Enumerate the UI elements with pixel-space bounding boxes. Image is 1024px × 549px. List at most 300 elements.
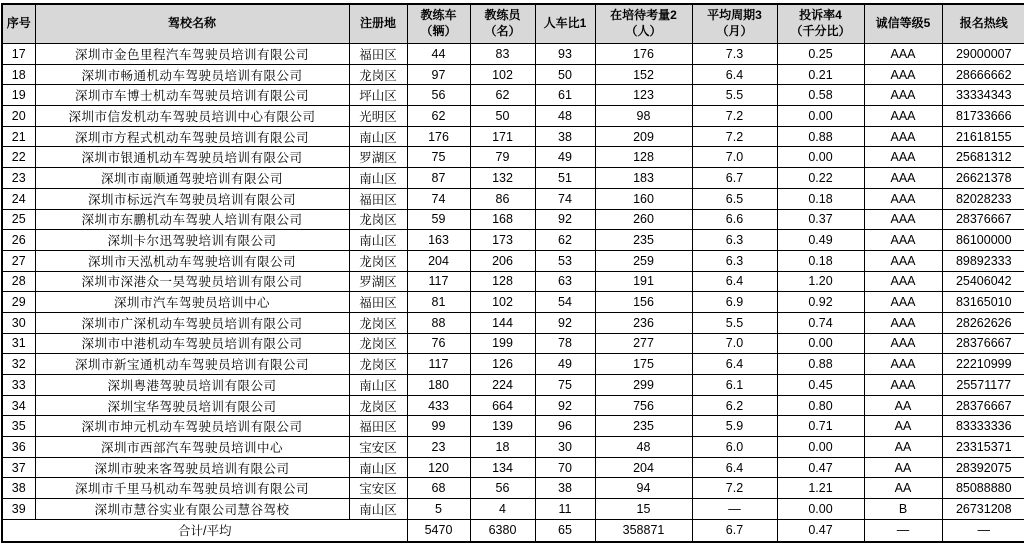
cell-vehicles: 88 xyxy=(407,312,470,333)
cell-complaint: 0.25 xyxy=(777,44,864,65)
cell-name: 深圳市广深机动车驾驶员培训有限公司 xyxy=(35,312,349,333)
cell-grade: AAA xyxy=(864,312,942,333)
cell-district: 光明区 xyxy=(349,106,407,127)
column-header-label: 诚信等级5 xyxy=(875,16,931,31)
cell-hotline: 26621378 xyxy=(942,168,1024,189)
cell-district: 龙岗区 xyxy=(349,354,407,375)
cell-pending: 160 xyxy=(595,188,692,209)
table-row xyxy=(2,271,1024,292)
total-pending: 358871 xyxy=(595,519,692,542)
cell-complaint: 0.22 xyxy=(777,168,864,189)
cell-no: 29 xyxy=(2,292,35,313)
table-row xyxy=(2,333,1024,354)
cell-ratio: 49 xyxy=(535,147,595,168)
cell-instructors: 134 xyxy=(470,457,535,478)
cell-pending: 260 xyxy=(595,209,692,230)
cell-cycle: 6.3 xyxy=(692,250,777,271)
cell-grade: AA xyxy=(864,437,942,458)
cell-cycle: 6.3 xyxy=(692,230,777,251)
cell-instructors: 168 xyxy=(470,209,535,230)
cell-no: 34 xyxy=(2,395,35,416)
column-header-label: 序号 xyxy=(6,16,31,31)
cell-complaint: 0.00 xyxy=(777,437,864,458)
table-total-row xyxy=(2,519,1024,542)
cell-district: 龙岗区 xyxy=(349,64,407,85)
cell-complaint: 1.20 xyxy=(777,271,864,292)
cell-vehicles: 117 xyxy=(407,354,470,375)
cell-district: 罗湖区 xyxy=(349,147,407,168)
cell-pending: 175 xyxy=(595,354,692,375)
column-header-grade xyxy=(864,4,942,44)
cell-vehicles: 56 xyxy=(407,85,470,106)
cell-vehicles: 68 xyxy=(407,478,470,499)
total-hotline: — xyxy=(942,519,1024,542)
cell-pending: 156 xyxy=(595,292,692,313)
cell-complaint: 0.74 xyxy=(777,312,864,333)
table-header-row xyxy=(2,4,1024,44)
cell-instructors: 224 xyxy=(470,375,535,396)
table-row xyxy=(2,375,1024,396)
cell-cycle: 7.2 xyxy=(692,106,777,127)
table-row xyxy=(2,312,1024,333)
cell-pending: 183 xyxy=(595,168,692,189)
total-label: 合计/平均 xyxy=(2,519,407,542)
cell-hotline: 81733666 xyxy=(942,106,1024,127)
cell-cycle: 6.6 xyxy=(692,209,777,230)
cell-grade: AA xyxy=(864,478,942,499)
cell-name: 深圳市千里马机动车驾驶员培训有限公司 xyxy=(35,478,349,499)
cell-instructors: 199 xyxy=(470,333,535,354)
cell-pending: 299 xyxy=(595,375,692,396)
cell-district: 龙岗区 xyxy=(349,250,407,271)
cell-district: 福田区 xyxy=(349,44,407,65)
cell-pending: 204 xyxy=(595,457,692,478)
cell-hotline: 28392075 xyxy=(942,457,1024,478)
cell-ratio: 30 xyxy=(535,437,595,458)
cell-cycle: 7.0 xyxy=(692,333,777,354)
cell-hotline: 25681312 xyxy=(942,147,1024,168)
cell-ratio: 38 xyxy=(535,126,595,147)
cell-complaint: 1.21 xyxy=(777,478,864,499)
cell-pending: 128 xyxy=(595,147,692,168)
table-row xyxy=(2,44,1024,65)
cell-grade: AAA xyxy=(864,354,942,375)
table-row xyxy=(2,64,1024,85)
cell-ratio: 92 xyxy=(535,312,595,333)
cell-grade: AAA xyxy=(864,209,942,230)
cell-name: 深圳市中港机动车驾驶员培训有限公司 xyxy=(35,333,349,354)
cell-hotline: 28262626 xyxy=(942,312,1024,333)
cell-ratio: 75 xyxy=(535,375,595,396)
cell-instructors: 18 xyxy=(470,437,535,458)
column-header-no xyxy=(2,4,35,44)
cell-complaint: 0.00 xyxy=(777,333,864,354)
cell-district: 罗湖区 xyxy=(349,271,407,292)
cell-no: 39 xyxy=(2,499,35,520)
column-header-label: 注册地 xyxy=(359,16,396,31)
cell-name: 深圳市深港众一昊驾驶员培训有限公司 xyxy=(35,271,349,292)
table-row xyxy=(2,230,1024,251)
cell-instructors: 132 xyxy=(470,168,535,189)
cell-hotline: 25406042 xyxy=(942,271,1024,292)
cell-district: 南山区 xyxy=(349,230,407,251)
cell-cycle: 5.5 xyxy=(692,312,777,333)
cell-no: 35 xyxy=(2,416,35,437)
cell-instructors: 171 xyxy=(470,126,535,147)
cell-no: 26 xyxy=(2,230,35,251)
cell-pending: 235 xyxy=(595,416,692,437)
column-header-unit: （辆） xyxy=(420,24,457,38)
cell-complaint: 0.80 xyxy=(777,395,864,416)
cell-hotline: 33334343 xyxy=(942,85,1024,106)
cell-grade: AAA xyxy=(864,64,942,85)
cell-district: 福田区 xyxy=(349,292,407,313)
cell-name: 深圳市方程式机动车驾驶员培训有限公司 xyxy=(35,126,349,147)
cell-cycle: 7.0 xyxy=(692,147,777,168)
cell-name: 深圳市坤元机动车驾驶员培训有限公司 xyxy=(35,416,349,437)
cell-hotline: 28376667 xyxy=(942,395,1024,416)
cell-pending: 209 xyxy=(595,126,692,147)
cell-no: 20 xyxy=(2,106,35,127)
cell-grade: AA xyxy=(864,416,942,437)
cell-hotline: 23315371 xyxy=(942,437,1024,458)
total-instructors: 6380 xyxy=(470,519,535,542)
cell-cycle: 5.9 xyxy=(692,416,777,437)
cell-ratio: 70 xyxy=(535,457,595,478)
cell-no: 18 xyxy=(2,64,35,85)
cell-complaint: 0.58 xyxy=(777,85,864,106)
cell-vehicles: 81 xyxy=(407,292,470,313)
cell-no: 37 xyxy=(2,457,35,478)
column-header-ratio xyxy=(535,4,595,44)
cell-complaint: 0.00 xyxy=(777,499,864,520)
cell-district: 南山区 xyxy=(349,126,407,147)
table-row xyxy=(2,126,1024,147)
cell-pending: 236 xyxy=(595,312,692,333)
cell-name: 深圳市东鹏机动车驾驶人培训有限公司 xyxy=(35,209,349,230)
cell-cycle: — xyxy=(692,499,777,520)
cell-instructors: 86 xyxy=(470,188,535,209)
cell-instructors: 4 xyxy=(470,499,535,520)
cell-complaint: 0.00 xyxy=(777,106,864,127)
cell-no: 27 xyxy=(2,250,35,271)
cell-grade: AAA xyxy=(864,375,942,396)
cell-grade: AAA xyxy=(864,44,942,65)
cell-ratio: 51 xyxy=(535,168,595,189)
cell-name: 深圳市畅通机动车驾驶员培训有限公司 xyxy=(35,64,349,85)
table-row xyxy=(2,478,1024,499)
driving-school-rating-table xyxy=(1,3,1024,543)
cell-district: 南山区 xyxy=(349,499,407,520)
cell-instructors: 50 xyxy=(470,106,535,127)
cell-cycle: 6.2 xyxy=(692,395,777,416)
cell-no: 32 xyxy=(2,354,35,375)
cell-pending: 48 xyxy=(595,437,692,458)
cell-name: 深圳市信发机动车驾驶员培训中心有限公司 xyxy=(35,106,349,127)
column-header-pending xyxy=(595,4,692,44)
cell-no: 36 xyxy=(2,437,35,458)
cell-instructors: 102 xyxy=(470,64,535,85)
cell-grade: B xyxy=(864,499,942,520)
table-row xyxy=(2,354,1024,375)
total-ratio: 65 xyxy=(535,519,595,542)
cell-grade: AA xyxy=(864,395,942,416)
cell-instructors: 102 xyxy=(470,292,535,313)
cell-cycle: 6.4 xyxy=(692,64,777,85)
cell-complaint: 0.21 xyxy=(777,64,864,85)
cell-district: 龙岗区 xyxy=(349,395,407,416)
table-row xyxy=(2,416,1024,437)
cell-complaint: 0.18 xyxy=(777,250,864,271)
column-header-unit: （名） xyxy=(484,24,521,38)
column-header-instructors xyxy=(470,4,535,44)
cell-ratio: 53 xyxy=(535,250,595,271)
cell-name: 深圳市新宝通机动车驾驶员培训有限公司 xyxy=(35,354,349,375)
cell-cycle: 6.5 xyxy=(692,188,777,209)
cell-hotline: 22210999 xyxy=(942,354,1024,375)
cell-no: 38 xyxy=(2,478,35,499)
cell-ratio: 92 xyxy=(535,209,595,230)
cell-pending: 277 xyxy=(595,333,692,354)
cell-vehicles: 76 xyxy=(407,333,470,354)
cell-name: 深圳市金色里程汽车驾驶员培训有限公司 xyxy=(35,44,349,65)
total-grade: — xyxy=(864,519,942,542)
cell-pending: 98 xyxy=(595,106,692,127)
cell-name: 深圳市慧谷实业有限公司慧谷驾校 xyxy=(35,499,349,520)
cell-instructors: 206 xyxy=(470,250,535,271)
cell-complaint: 0.00 xyxy=(777,147,864,168)
cell-vehicles: 62 xyxy=(407,106,470,127)
cell-cycle: 6.4 xyxy=(692,457,777,478)
cell-vehicles: 433 xyxy=(407,395,470,416)
cell-vehicles: 176 xyxy=(407,126,470,147)
column-header-label: 驾校名称 xyxy=(167,16,216,31)
cell-no: 19 xyxy=(2,85,35,106)
cell-pending: 152 xyxy=(595,64,692,85)
cell-ratio: 62 xyxy=(535,230,595,251)
cell-district: 龙岗区 xyxy=(349,333,407,354)
cell-ratio: 61 xyxy=(535,85,595,106)
cell-hotline: 28376667 xyxy=(942,333,1024,354)
cell-ratio: 49 xyxy=(535,354,595,375)
cell-name: 深圳市西部汽车驾驶员培训中心 xyxy=(35,437,349,458)
cell-complaint: 0.47 xyxy=(777,457,864,478)
table-row xyxy=(2,147,1024,168)
cell-hotline: 21618155 xyxy=(942,126,1024,147)
cell-ratio: 11 xyxy=(535,499,595,520)
cell-vehicles: 59 xyxy=(407,209,470,230)
cell-name: 深圳市南顺通驾驶培训有限公司 xyxy=(35,168,349,189)
cell-hotline: 29000007 xyxy=(942,44,1024,65)
cell-ratio: 92 xyxy=(535,395,595,416)
table-row xyxy=(2,395,1024,416)
cell-grade: AAA xyxy=(864,333,942,354)
cell-district: 龙岗区 xyxy=(349,209,407,230)
cell-name: 深圳市车博士机动车驾驶员培训有限公司 xyxy=(35,85,349,106)
cell-no: 23 xyxy=(2,168,35,189)
cell-complaint: 0.49 xyxy=(777,230,864,251)
table-row xyxy=(2,209,1024,230)
cell-vehicles: 204 xyxy=(407,250,470,271)
cell-cycle: 7.2 xyxy=(692,126,777,147)
cell-hotline: 82028233 xyxy=(942,188,1024,209)
cell-name: 深圳市驶来客驾驶员培训有限公司 xyxy=(35,457,349,478)
cell-name: 深圳市天泓机动车驾驶培训有限公司 xyxy=(35,250,349,271)
cell-instructors: 126 xyxy=(470,354,535,375)
cell-hotline: 83165010 xyxy=(942,292,1024,313)
cell-instructors: 664 xyxy=(470,395,535,416)
cell-no: 28 xyxy=(2,271,35,292)
cell-district: 宝安区 xyxy=(349,478,407,499)
cell-complaint: 0.92 xyxy=(777,292,864,313)
cell-grade: AAA xyxy=(864,250,942,271)
cell-instructors: 173 xyxy=(470,230,535,251)
cell-no: 33 xyxy=(2,375,35,396)
column-header-name xyxy=(35,4,349,44)
cell-hotline: 28666662 xyxy=(942,64,1024,85)
cell-no: 21 xyxy=(2,126,35,147)
cell-pending: 176 xyxy=(595,44,692,65)
cell-grade: AA xyxy=(864,457,942,478)
cell-name: 深圳粤港驾驶员培训有限公司 xyxy=(35,375,349,396)
cell-district: 宝安区 xyxy=(349,437,407,458)
cell-ratio: 96 xyxy=(535,416,595,437)
cell-district: 龙岗区 xyxy=(349,312,407,333)
cell-complaint: 0.71 xyxy=(777,416,864,437)
cell-ratio: 74 xyxy=(535,188,595,209)
cell-instructors: 144 xyxy=(470,312,535,333)
column-header-unit: （人） xyxy=(625,24,662,38)
cell-grade: AAA xyxy=(864,147,942,168)
cell-ratio: 48 xyxy=(535,106,595,127)
cell-instructors: 62 xyxy=(470,85,535,106)
cell-instructors: 139 xyxy=(470,416,535,437)
column-header-label: 人车比1 xyxy=(543,16,587,31)
cell-vehicles: 87 xyxy=(407,168,470,189)
column-header-label: 教练车 xyxy=(420,8,457,23)
cell-pending: 191 xyxy=(595,271,692,292)
table-row xyxy=(2,85,1024,106)
cell-grade: AAA xyxy=(864,106,942,127)
cell-district: 南山区 xyxy=(349,375,407,396)
cell-no: 31 xyxy=(2,333,35,354)
table-row xyxy=(2,499,1024,520)
cell-vehicles: 5 xyxy=(407,499,470,520)
cell-district: 福田区 xyxy=(349,416,407,437)
cell-vehicles: 120 xyxy=(407,457,470,478)
cell-instructors: 83 xyxy=(470,44,535,65)
cell-hotline: 89892333 xyxy=(942,250,1024,271)
cell-cycle: 7.3 xyxy=(692,44,777,65)
cell-vehicles: 117 xyxy=(407,271,470,292)
column-header-cycle xyxy=(692,4,777,44)
cell-hotline: 86100000 xyxy=(942,230,1024,251)
cell-vehicles: 180 xyxy=(407,375,470,396)
cell-cycle: 6.4 xyxy=(692,271,777,292)
cell-name: 深圳市标远汽车驾驶员培训有限公司 xyxy=(35,188,349,209)
column-header-label: 报名热线 xyxy=(959,16,1008,31)
table-row xyxy=(2,188,1024,209)
column-header-district xyxy=(349,4,407,44)
cell-hotline: 26731208 xyxy=(942,499,1024,520)
cell-district: 坪山区 xyxy=(349,85,407,106)
cell-grade: AAA xyxy=(864,85,942,106)
cell-grade: AAA xyxy=(864,292,942,313)
cell-vehicles: 75 xyxy=(407,147,470,168)
cell-hotline: 85088880 xyxy=(942,478,1024,499)
cell-name: 深圳宝华驾驶员培训有限公司 xyxy=(35,395,349,416)
cell-cycle: 6.0 xyxy=(692,437,777,458)
cell-instructors: 79 xyxy=(470,147,535,168)
cell-grade: AAA xyxy=(864,126,942,147)
column-header-unit: （千分比） xyxy=(790,24,851,38)
cell-vehicles: 44 xyxy=(407,44,470,65)
column-header-hotline xyxy=(942,4,1024,44)
cell-name: 深圳卡尔迅驾驶培训有限公司 xyxy=(35,230,349,251)
cell-hotline: 25571177 xyxy=(942,375,1024,396)
cell-cycle: 5.5 xyxy=(692,85,777,106)
cell-ratio: 78 xyxy=(535,333,595,354)
table-row xyxy=(2,250,1024,271)
cell-hotline: 83333336 xyxy=(942,416,1024,437)
cell-grade: AAA xyxy=(864,271,942,292)
cell-pending: 756 xyxy=(595,395,692,416)
cell-cycle: 6.1 xyxy=(692,375,777,396)
table-row xyxy=(2,106,1024,127)
column-header-label: 在培待考量2 xyxy=(610,8,677,23)
column-header-complaint xyxy=(777,4,864,44)
cell-ratio: 93 xyxy=(535,44,595,65)
cell-no: 25 xyxy=(2,209,35,230)
column-header-label: 投诉率4 xyxy=(799,8,842,23)
cell-complaint: 0.88 xyxy=(777,354,864,375)
cell-no: 17 xyxy=(2,44,35,65)
table-row xyxy=(2,168,1024,189)
cell-pending: 123 xyxy=(595,85,692,106)
cell-ratio: 38 xyxy=(535,478,595,499)
cell-hotline: 28376667 xyxy=(942,209,1024,230)
cell-cycle: 6.9 xyxy=(692,292,777,313)
cell-no: 22 xyxy=(2,147,35,168)
cell-complaint: 0.18 xyxy=(777,188,864,209)
total-complaint: 0.47 xyxy=(777,519,864,542)
cell-complaint: 0.37 xyxy=(777,209,864,230)
cell-vehicles: 163 xyxy=(407,230,470,251)
total-cycle: 6.7 xyxy=(692,519,777,542)
cell-no: 30 xyxy=(2,312,35,333)
cell-name: 深圳市银通机动车驾驶员培训有限公司 xyxy=(35,147,349,168)
cell-vehicles: 97 xyxy=(407,64,470,85)
table-row xyxy=(2,457,1024,478)
cell-cycle: 6.4 xyxy=(692,354,777,375)
cell-ratio: 63 xyxy=(535,271,595,292)
cell-instructors: 128 xyxy=(470,271,535,292)
cell-pending: 235 xyxy=(595,230,692,251)
cell-pending: 259 xyxy=(595,250,692,271)
cell-district: 福田区 xyxy=(349,188,407,209)
cell-pending: 15 xyxy=(595,499,692,520)
column-header-label: 教练员 xyxy=(484,8,521,23)
cell-instructors: 56 xyxy=(470,478,535,499)
cell-complaint: 0.88 xyxy=(777,126,864,147)
column-header-unit: （月） xyxy=(716,24,753,38)
cell-grade: AAA xyxy=(864,168,942,189)
cell-cycle: 7.2 xyxy=(692,478,777,499)
cell-district: 南山区 xyxy=(349,457,407,478)
cell-grade: AAA xyxy=(864,188,942,209)
cell-pending: 94 xyxy=(595,478,692,499)
cell-ratio: 50 xyxy=(535,64,595,85)
